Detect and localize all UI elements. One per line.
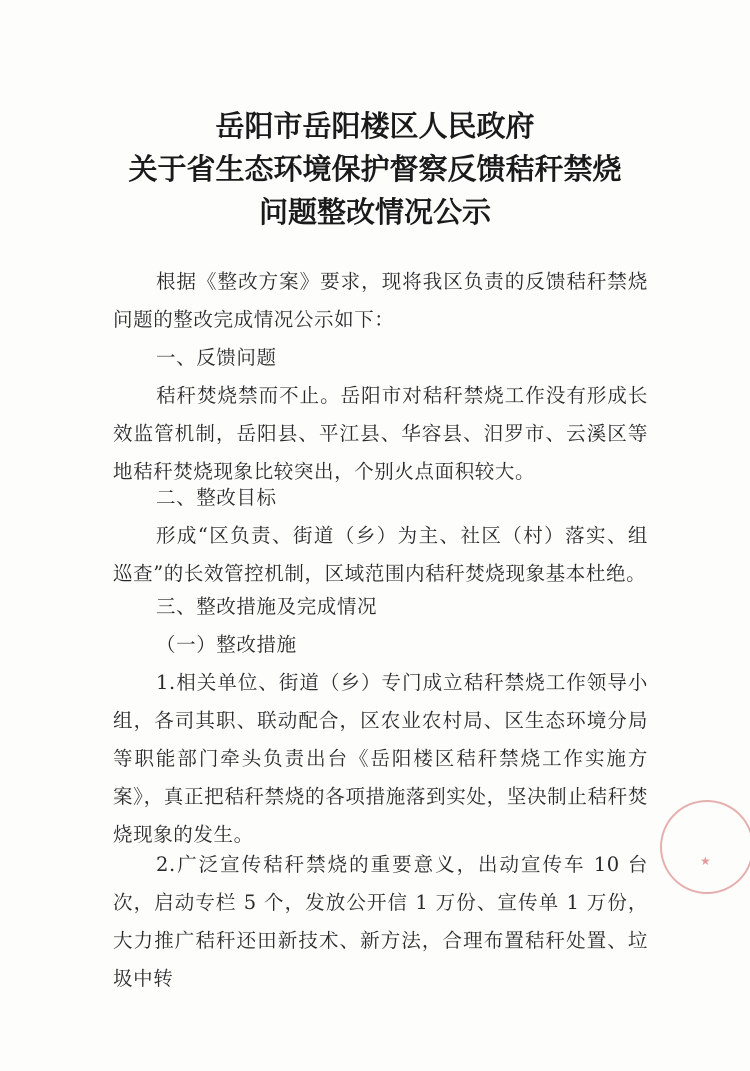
title-line-1: 岳阳市岳阳楼区人民政府 — [215, 109, 535, 143]
section-3-subheading: （一）整改措施 — [156, 633, 297, 656]
measure-item-2: 2.广泛宣传秸秆禁烧的重要意义，出动宣传车 10 台次，启动专栏 5 个，发放公开信 1 万份、宣传单 1 万份，大力推广秸秆还田新技术、新方法，合理布置秸秆处置、垃圾中转 — [113, 853, 648, 990]
document-body — [113, 0, 648, 1071]
section-1-heading: 一、反馈问题 — [156, 346, 277, 369]
title-line-3: 问题整改情况公示 — [258, 195, 491, 229]
seal-star-icon: ★ — [700, 854, 711, 868]
section-2-heading: 二、整改目标 — [156, 486, 277, 509]
section-2-paragraph: 形成“区负责、街道（乡）为主、社区（村）落实、组巡查”的长效管控机制，区域范围内秸秆焚烧现象基本杜绝。 — [113, 524, 648, 585]
measure-item-1: 1.相关单位、街道（乡）专门成立秸秆禁烧工作领导小组，各司其职、联动配合，区农业农村局、区生态环境分局等职能部门牵头负责出台《岳阳楼区秸秆禁烧工作实施方案》，真正把秸秆禁烧的各项措施落到实处，坚决制止秸秆焚烧现象的发生。 — [113, 671, 648, 846]
section-1-paragraph: 秸秆焚烧禁而不止。岳阳市对秸秆禁烧工作没有形成长效监管机制，岳阳县、平江县、华容县、汨罗市、云溪区等地秸秆焚烧现象比较突出，个别火点面积较大。 — [113, 384, 648, 483]
official-seal-icon — [660, 800, 750, 894]
intro-paragraph: 根据《整改方案》要求，现将我区负责的反馈秸秆禁烧问题的整改完成情况公示如下： — [113, 270, 648, 331]
section-3-heading: 三、整改措施及完成情况 — [156, 595, 378, 618]
title-line-2: 关于省生态环境保护督察反馈秸秆禁烧 — [128, 152, 622, 186]
